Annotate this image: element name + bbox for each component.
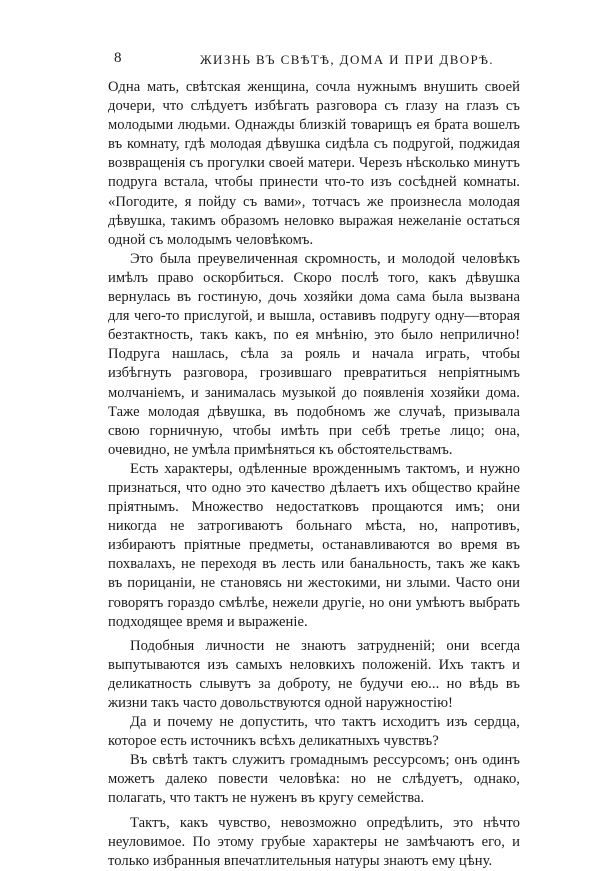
- body-text: [108, 78, 520, 871]
- running-head: ЖИЗНЬ ВЪ СВѢТѢ, ДОМА И ПРИ ДВОРѢ.: [200, 52, 494, 67]
- paragraph-2: Это была преувеличенная скромность, и молодой человѣкъ имѣлъ право оскорбиться. Скоро послѣ того, какъ дѣвушка вернулась въ гостиную, дочь хозяйки дома сама была вызвана для чего-то прислугой, и вышла, оставивъ подругу одну—вторая безтактность, такъ какъ, по ея мнѣнію, это было неприлично! Подруга нашлась, сѣла за рояль и начала играть, чтобы избѣгнуть разговора, грозившаго превратиться непріятнымъ молчаніемъ, и занималась музыкой до появленія хозяйки дома. Таже молодая дѣвушка, въ подобномъ же случаѣ, призывала свою горничную, чтобы имѣть при себѣ третье лицо; она, очевидно, не умѣла примѣняться къ обстоятельствамъ.: [108, 250, 520, 458]
- page-header: [108, 50, 520, 74]
- paragraph-5: Да и почему не допустить, что тактъ исходитъ изъ сердца, которое есть источникъ всѣхъ деликатныхъ чувствъ?: [108, 714, 520, 750]
- paragraph-6: Въ свѣтѣ тактъ служитъ громаднымъ рессурсомъ; онъ одинъ можетъ далеко повести человѣка: но не слѣдуетъ, однако, полагать, что тактъ не нуженъ въ кругу семейства.: [108, 752, 520, 807]
- page-number: 8: [114, 50, 122, 66]
- paragraph-7: Тактъ, какъ чувство, невозможно опредѣлить, это нѣчто неуловимое. По этому грубые характеры не замѣчаютъ его, и только избранныя впечатлительныя натуры знаютъ ему цѣну.: [108, 814, 520, 869]
- paragraph-3: Есть характеры, одѣленные врожденнымъ тактомъ, и нужно признаться, что одно это качество дѣлаетъ ихъ общество крайне пріятнымъ. Множество недостатковъ прощаются имъ; они никогда не затрогиваютъ больнаго мѣста, но, напротивъ, избираютъ пріятные предметы, останавливаются во время въ похвалахъ, не переходя въ лесть или банальность, такъ же какъ въ порицаніи, не становясь ни жестокими, ни злыми. Часто они говорятъ гораздо смѣлѣе, нежели другіе, но они умѣютъ выбрать подходящее время и выраженіе.: [108, 460, 520, 630]
- paragraph-4: Подобныя личности не знаютъ затрудненій; они всегда выпутываются изъ самыхъ неловкихъ положеній. Ихъ тактъ и деликатность слывутъ за доброту, не будучи ею... но вѣдь въ жизни такъ часто довольствуются одной наружностію!: [108, 637, 520, 711]
- paragraph-1: Одна мать, свѣтская женщина, сочла нужнымъ внушить своей дочери, что слѣдуетъ избѣгать разговора съ глазу на глазъ съ молодыми людьми. Однажды близкій товарищъ ея брата вошелъ въ комнату, гдѣ молодая дѣвушка сидѣла съ подругой, поджидая возвращенія съ прогулки своей матери. Черезъ нѣсколько минутъ подруга встала, чтобы принести что-то изъ сосѣдней комнаты. «Погодите, я пойду съ вами», тотчасъ же произнесла молодая дѣвушка, такимъ образомъ неловко выражая нежеланіе остаться одной съ молодымъ человѣкомъ.: [108, 79, 520, 248]
